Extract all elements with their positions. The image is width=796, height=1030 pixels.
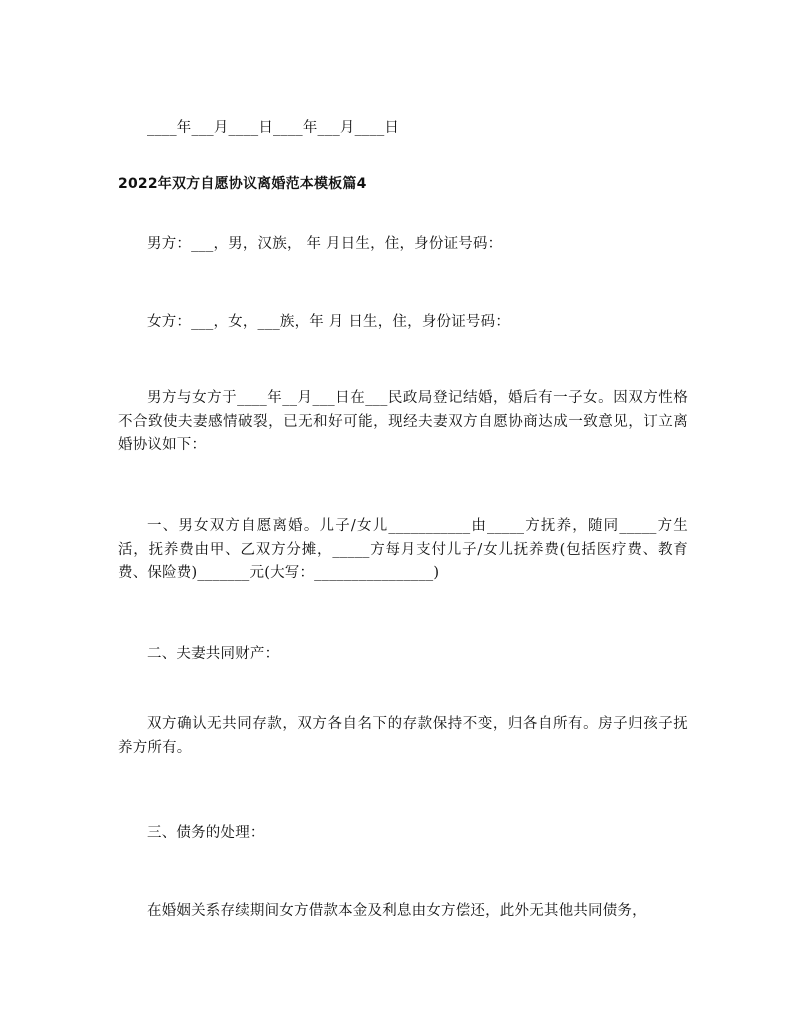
document-title: 2022年双方自愿协议离婚范本模板篇4 bbox=[118, 176, 367, 192]
woman-info-line: 女方：___，女，___族，年 月 日生，住，身份证号码： bbox=[147, 314, 511, 330]
clause-2-paragraph: 双方确认无共同存款，双方各自名下的存款保持不变，归各自所有。房子归孩子抚养方所有。 bbox=[118, 716, 688, 756]
clause-2-heading: 二、夫妻共同财产： bbox=[147, 646, 280, 662]
intro-paragraph: 男方与女方于____年__月___日在___民政局登记结婚，婚后有一子女。因双方性格不合致使夫妻感情破裂，已无和好可能，现经夫妻双方自愿协商达成一致意见，订立离婚协议如下： bbox=[118, 390, 688, 453]
clause-1-paragraph: 一、男女双方自愿离婚。儿子/女儿___________由_____方抚养，随同_____方生活，抚养费由甲、乙双方分摊，_____方每月支付儿子/女儿抚养费(包括医疗费、教育费、保险费)_______元(大写：________________) bbox=[118, 518, 688, 581]
man-info-line: 男方：___，男，汉族， 年 月日生，住，身份证号码： bbox=[147, 236, 503, 252]
clause-3-paragraph: 在婚姻关系存续期间女方借款本金及利息由女方偿还，此外无其他共同债务， bbox=[147, 903, 647, 919]
signature-date-line: ____年___月____日____年___月____日 bbox=[147, 120, 400, 136]
clause-3-heading: 三、债务的处理： bbox=[147, 825, 265, 841]
